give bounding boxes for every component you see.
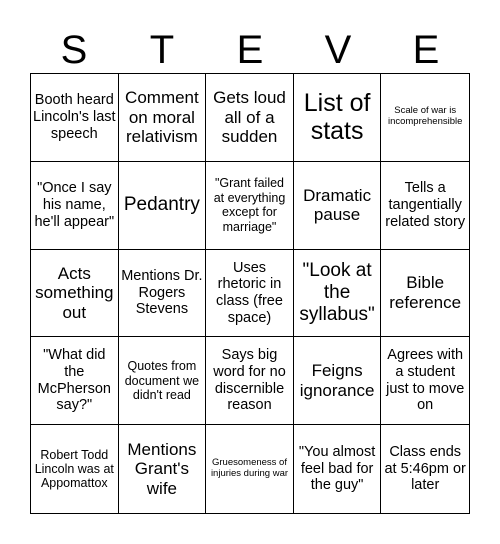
bingo-cell[interactable]: Mentions Grant's wife (119, 425, 207, 513)
bingo-cell[interactable]: "Grant failed at everything except for marriage" (206, 162, 294, 250)
bingo-cell[interactable]: Says big word for no discernible reason (206, 337, 294, 425)
bingo-cell[interactable]: Gruesomeness of injuries during war (206, 425, 294, 513)
bingo-cell[interactable]: "Once I say his name, he'll appear" (31, 162, 119, 250)
bingo-cell[interactable]: Dramatic pause (294, 162, 382, 250)
bingo-cell[interactable]: Agrees with a student just to move on (381, 337, 469, 425)
bingo-header (30, 22, 470, 78)
bingo-cell[interactable]: Uses rhetoric in class (free space) (206, 250, 294, 338)
bingo-cell[interactable]: Robert Todd Lincoln was at Appomattox (31, 425, 119, 513)
bingo-cell[interactable]: Scale of war is incomprehensible (381, 74, 469, 162)
bingo-cell[interactable]: "What did the McPherson say?" (31, 337, 119, 425)
bingo-cell[interactable]: Quotes from document we didn't read (119, 337, 207, 425)
bingo-cell[interactable]: Mentions Dr. Rogers Stevens (119, 250, 207, 338)
bingo-cell[interactable]: Class ends at 5:46pm or later (384, 444, 466, 494)
header-letter-t: T (149, 28, 175, 72)
bingo-cell[interactable]: List of stats (294, 74, 382, 162)
bingo-cell[interactable]: Feigns ignorance (294, 337, 382, 425)
bingo-cell[interactable]: "You almost feel bad for the guy" (294, 425, 382, 513)
bingo-cell[interactable]: Bible reference (381, 250, 469, 338)
bingo-cell[interactable]: Acts something out (31, 250, 119, 338)
header-letter-s: S (60, 28, 88, 72)
bingo-cell[interactable]: Pedantry (119, 162, 207, 250)
header-letter-v: V (324, 28, 352, 72)
bingo-cell[interactable]: Comment on moral relativism (119, 74, 207, 162)
header-letter-e: E (236, 28, 264, 72)
bingo-cell[interactable]: Tells a tangentially related story (381, 162, 469, 250)
bingo-cell[interactable]: Booth heard Lincoln's last speech (31, 74, 119, 162)
bingo-grid (30, 73, 470, 514)
bingo-cell[interactable]: "Look at the syllabus" (294, 250, 382, 338)
header-letter-e-2: E (412, 28, 440, 72)
bingo-cell[interactable]: Gets loud all of a sudden (206, 74, 294, 162)
